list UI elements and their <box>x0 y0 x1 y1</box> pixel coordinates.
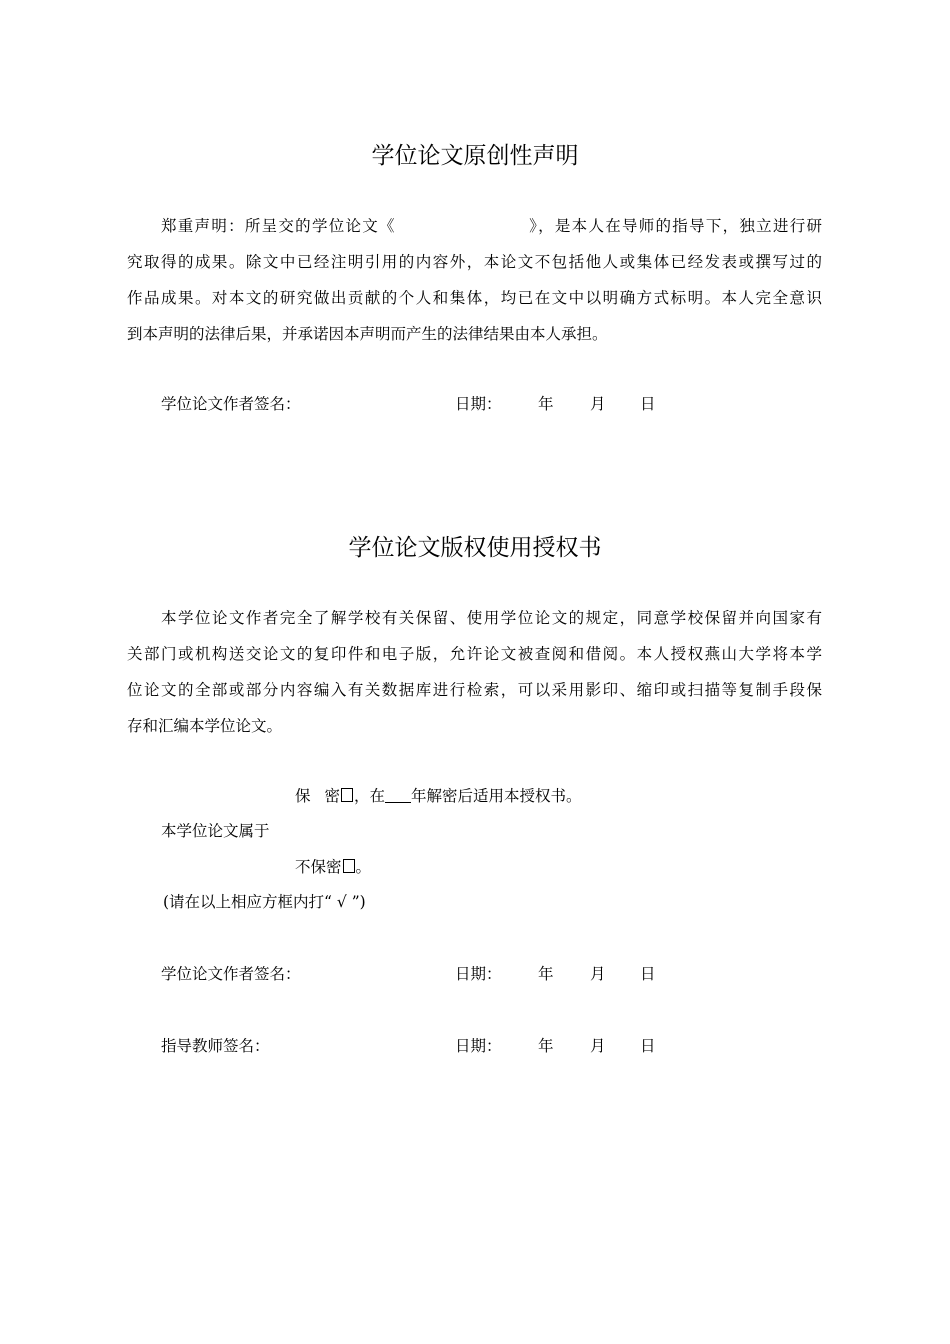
not-secret-checkbox[interactable] <box>343 859 355 873</box>
text: 。 <box>355 858 372 876</box>
month-label: 月 <box>590 395 606 413</box>
text: 年解密后适用本授权书。 <box>411 787 582 805</box>
belongs-label: 本学位论文属于 <box>161 822 270 840</box>
authorization-line-3: 位论文的全部或部分内容编入有关数据库进行检索，可以采用影印、缩印或扫描等复制手段保 <box>127 681 822 699</box>
month-label: 月 <box>590 965 606 983</box>
day-label: 日 <box>640 395 656 413</box>
not-secret-option <box>295 857 371 877</box>
author-signature-label: 学位论文作者签名： <box>161 965 301 983</box>
text: ，在 <box>354 787 386 805</box>
year-label: 年 <box>538 395 554 413</box>
declaration-line-3: 作品成果。对本文的研究做出贡献的个人和集体，均已在文中以明确方式标明。本人完全意识 <box>127 289 822 307</box>
text: 密 <box>324 787 341 805</box>
declaration-line-4: 到本声明的法律后果，并承诺因本声明而产生的法律结果由本人承担。 <box>127 325 608 343</box>
declaration-title: 学位论文原创性声明 <box>371 143 579 169</box>
day-label: 日 <box>640 1037 656 1055</box>
year-label: 年 <box>538 1037 554 1055</box>
date-label: 日期： <box>455 395 502 413</box>
text: 》，是本人在导师的指导下，独立进行研 <box>527 217 822 235</box>
month-label: 月 <box>590 1037 606 1055</box>
instruction-text: (请在以上相应方框内打“ √ ”) <box>163 893 366 911</box>
text: 郑重声明：所呈交的学位论文《 <box>161 217 396 235</box>
authorization-title: 学位论文版权使用授权书 <box>348 535 602 561</box>
text: 保 <box>295 787 311 805</box>
secret-checkbox[interactable] <box>341 788 353 802</box>
text: 不保密 <box>295 858 342 876</box>
day-label: 日 <box>640 965 656 983</box>
date-label: 日期： <box>455 965 502 983</box>
year-label: 年 <box>538 965 554 983</box>
date-label: 日期： <box>455 1037 502 1055</box>
declaration-line-2: 究取得的成果。除文中已经注明引用的内容外，本论文不包括他人或集体已经发表或撰写过的 <box>127 253 822 271</box>
declaration-line-1 <box>161 216 822 236</box>
authorization-line-2: 关部门或机构送交论文的复印件和电子版，允许论文被查阅和借阅。本人授权燕山大学将本学 <box>127 645 822 663</box>
secret-option <box>295 786 582 806</box>
authorization-line-4: 存和汇编本学位论文。 <box>127 717 283 735</box>
advisor-signature-label: 指导教师签名： <box>161 1037 270 1055</box>
authorization-line-1: 本学位论文作者完全了解学校有关保留、使用学位论文的规定，同意学校保留并向国家有 <box>161 609 822 627</box>
author-signature-label: 学位论文作者签名： <box>161 395 301 413</box>
years-blank[interactable] <box>385 788 411 803</box>
